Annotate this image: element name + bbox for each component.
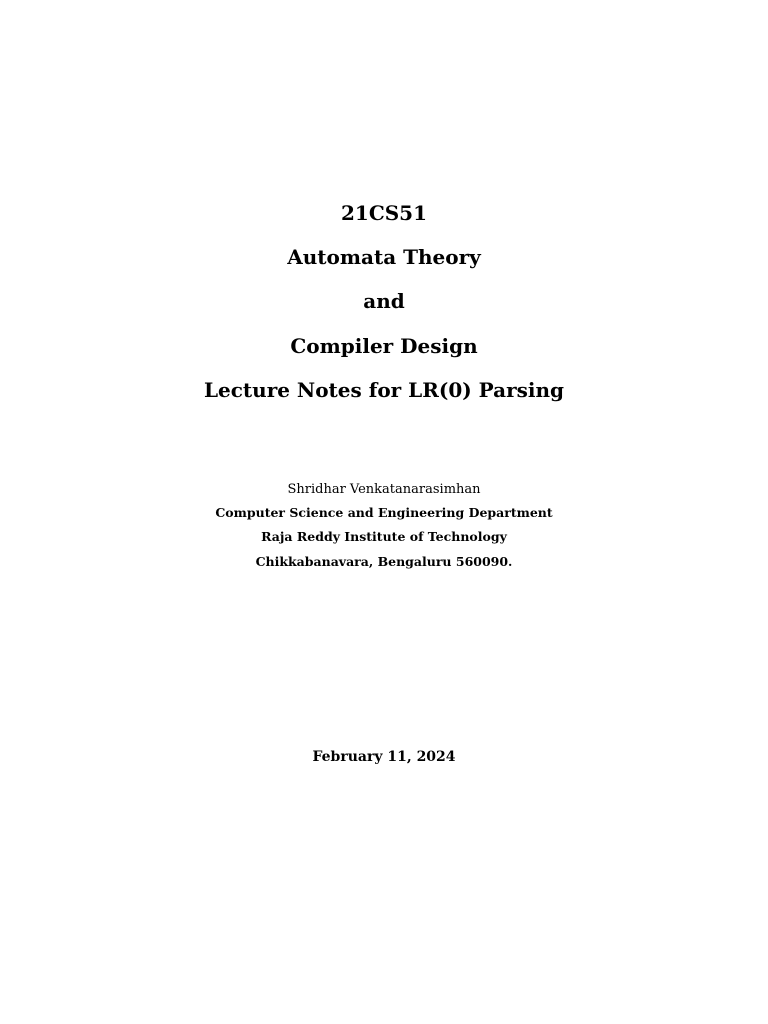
document-date: February 11, 2024 xyxy=(312,749,456,765)
author-institute: Raja Reddy Institute of Technology xyxy=(261,529,507,544)
title-line-compiler-design: Compiler Design xyxy=(290,334,478,358)
author-name: Shridhar Venkatanarasimhan xyxy=(287,482,481,497)
title-line-automata-theory: Automata Theory xyxy=(287,245,481,269)
title-line-lecture-notes: Lecture Notes for LR(0) Parsing xyxy=(203,378,565,402)
author-address: Chikkabanavara, Bengaluru 560090. xyxy=(255,554,513,569)
author-department: Computer Science and Engineering Department xyxy=(215,505,553,520)
title-line-and: and xyxy=(363,289,405,313)
course-code: 21CS51 xyxy=(340,201,428,225)
